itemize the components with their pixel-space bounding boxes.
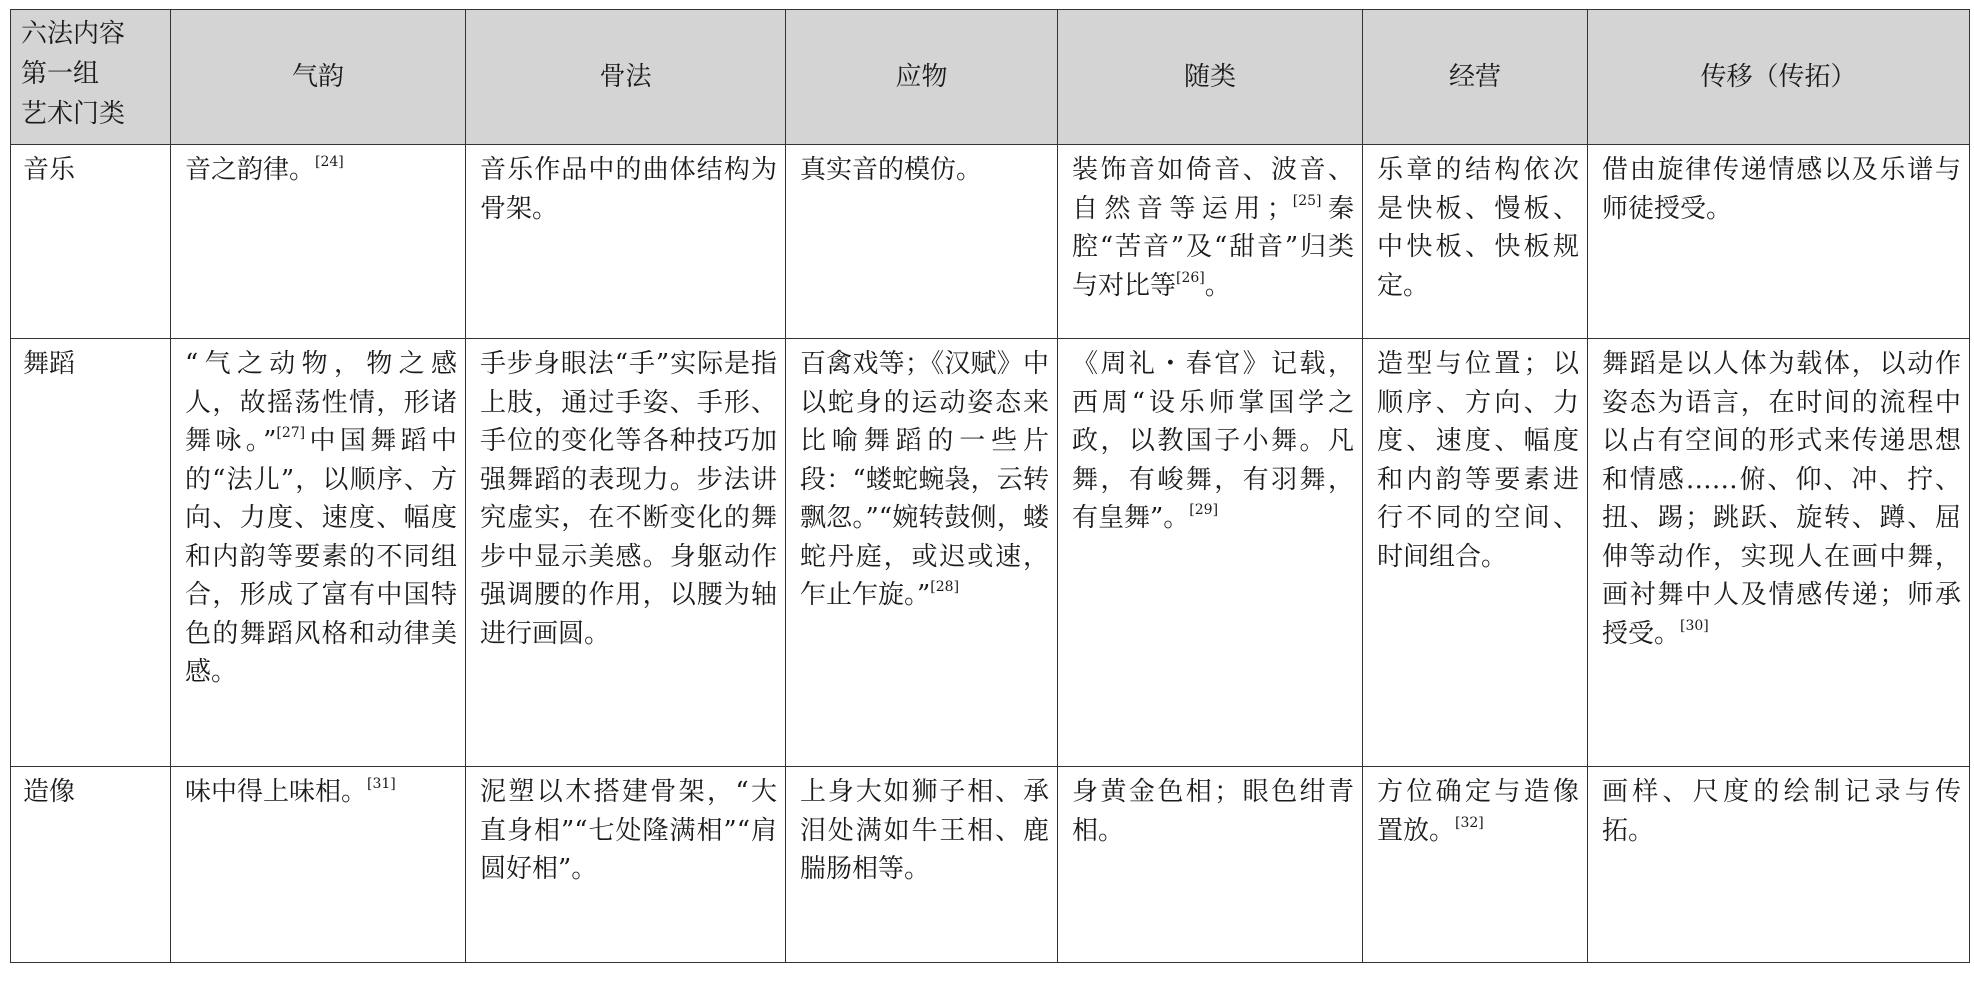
footnote-ref: [24] xyxy=(315,154,344,171)
row-category-cell: 音乐 xyxy=(11,145,171,339)
cell-text: 泥塑以木搭建骨架，“大直身相”“七处隆满相”“肩圆好相”。 xyxy=(480,777,777,884)
cell-text: 音乐作品中的曲体结构为骨架。 xyxy=(480,155,777,224)
table-cell xyxy=(1363,339,1588,767)
cell-text: 中国舞蹈中的“法儿”，以顺序、方向、力度、速度、幅度和内韵等要素的不同组合，形成了富有中国特色的舞蹈风格和动律美感。 xyxy=(185,426,457,687)
cell-text: 真实音的模仿。 xyxy=(800,155,983,185)
footnote-ref: [29] xyxy=(1189,502,1219,519)
table-cell xyxy=(171,767,466,963)
table-cell xyxy=(1058,767,1363,963)
cell-text: 秦腔“苦音”及“甜音”归类与对比等 xyxy=(1072,193,1354,301)
column-header-gufa: 骨法 xyxy=(466,10,786,145)
footnote-ref: [32] xyxy=(1455,814,1484,831)
footnote-ref: [25] xyxy=(1292,192,1322,209)
table-cell xyxy=(786,339,1058,767)
table-row-statue xyxy=(11,767,1970,963)
cell-text: 上身大如狮子相、承泪处满如牛王相、鹿腨肠相等。 xyxy=(800,777,1049,884)
column-header-chuanyi: 传移（传拓） xyxy=(1588,10,1970,145)
table-cell xyxy=(466,145,786,339)
corner-header-cell xyxy=(11,10,171,145)
footnote-ref: [26] xyxy=(1176,269,1205,286)
corner-label-line: 艺术门类 xyxy=(21,99,126,129)
table-cell xyxy=(171,145,466,339)
table-cell xyxy=(1588,339,1970,767)
table-cell xyxy=(466,339,786,767)
cell-text: 。 xyxy=(1204,270,1231,301)
cell-text: 方位确定与造像置放。 xyxy=(1377,777,1579,846)
column-header-suilei: 随类 xyxy=(1058,10,1363,145)
table-cell xyxy=(786,767,1058,963)
cell-text: 乐章的结构依次是快板、慢板、中快板、快板规定。 xyxy=(1377,155,1579,301)
table-cell xyxy=(466,767,786,963)
table-row-music xyxy=(11,145,1970,339)
table-cell xyxy=(1363,145,1588,339)
cell-text: 借由旋律传递情感以及乐谱与师徒授受。 xyxy=(1602,155,1961,224)
cell-text: 音之韵律。 xyxy=(185,155,316,185)
cell-text: 身黄金色相；眼色绀青相。 xyxy=(1072,777,1354,846)
row-category-cell: 造像 xyxy=(11,767,171,963)
cell-text: 画样、尺度的绘制记录与传拓。 xyxy=(1602,777,1961,846)
table-cell xyxy=(1058,145,1363,339)
table-cell xyxy=(1588,145,1970,339)
corner-label-line: 第一组 xyxy=(21,59,100,89)
cell-text: “气之动物，物之感人，故摇荡性情，形诸舞咏。” xyxy=(185,349,457,456)
corner-label-line: 六法内容 xyxy=(21,19,126,49)
footnote-ref: [27] xyxy=(276,425,306,442)
footnote-ref: [30] xyxy=(1680,617,1709,634)
cell-text: 味中得上味相。 xyxy=(185,777,368,807)
six-laws-table xyxy=(10,9,1970,963)
column-header-jingying: 经营 xyxy=(1363,10,1588,145)
column-header-qiyun: 气韵 xyxy=(171,10,466,145)
table-cell xyxy=(1363,767,1588,963)
cell-text: 舞蹈是以人体为载体，以动作姿态为语言，在时间的流程中以占有空间的形式来传递思想和情感……俯、仰、冲、拧、扭、踢；跳跃、旋转、蹲、屈伸等动作，实现人在画中舞，画衬舞中人及情感传递；师承授受。 xyxy=(1602,349,1961,649)
table-cell xyxy=(171,339,466,767)
cell-text: 造型与位置；以顺序、方向、力度、速度、幅度和内韵等要素进行不同的空间、时间组合。 xyxy=(1377,349,1579,572)
footnote-ref: [31] xyxy=(367,776,396,793)
footnote-ref: [28] xyxy=(930,579,960,596)
cell-text: 《周礼・春官》记载，西周“设乐师掌国学之政，以教国子小舞。凡舞，有峻舞，有羽舞，有皇舞”。 xyxy=(1072,349,1354,533)
table-cell xyxy=(1058,339,1363,767)
table-cell xyxy=(1588,767,1970,963)
table-cell xyxy=(786,145,1058,339)
row-category-cell: 舞蹈 xyxy=(11,339,171,767)
table-row-dance xyxy=(11,339,1970,767)
header-row xyxy=(11,10,1970,145)
cell-text: 手步身眼法“手”实际是指上肢，通过手姿、手形、手位的变化等各种技巧加强舞蹈的表现力。步法讲究虚实，在不断变化的舞步中显示美感。身躯动作强调腰的作用，以腰为轴进行画圆。 xyxy=(480,349,777,649)
cell-text: 装饰音如倚音、波音、自然音等运用； xyxy=(1072,155,1354,224)
column-header-yingwu: 应物 xyxy=(786,10,1058,145)
cell-text: 百禽戏等；《汉赋》中以蛇身的运动姿态来比喻舞蹈的一些片段：“蝼蛇蜿袅，云转飘忽。”“婉转鼓侧，蝼蛇丹庭，或迟或速，乍止乍旋。” xyxy=(800,349,1049,610)
